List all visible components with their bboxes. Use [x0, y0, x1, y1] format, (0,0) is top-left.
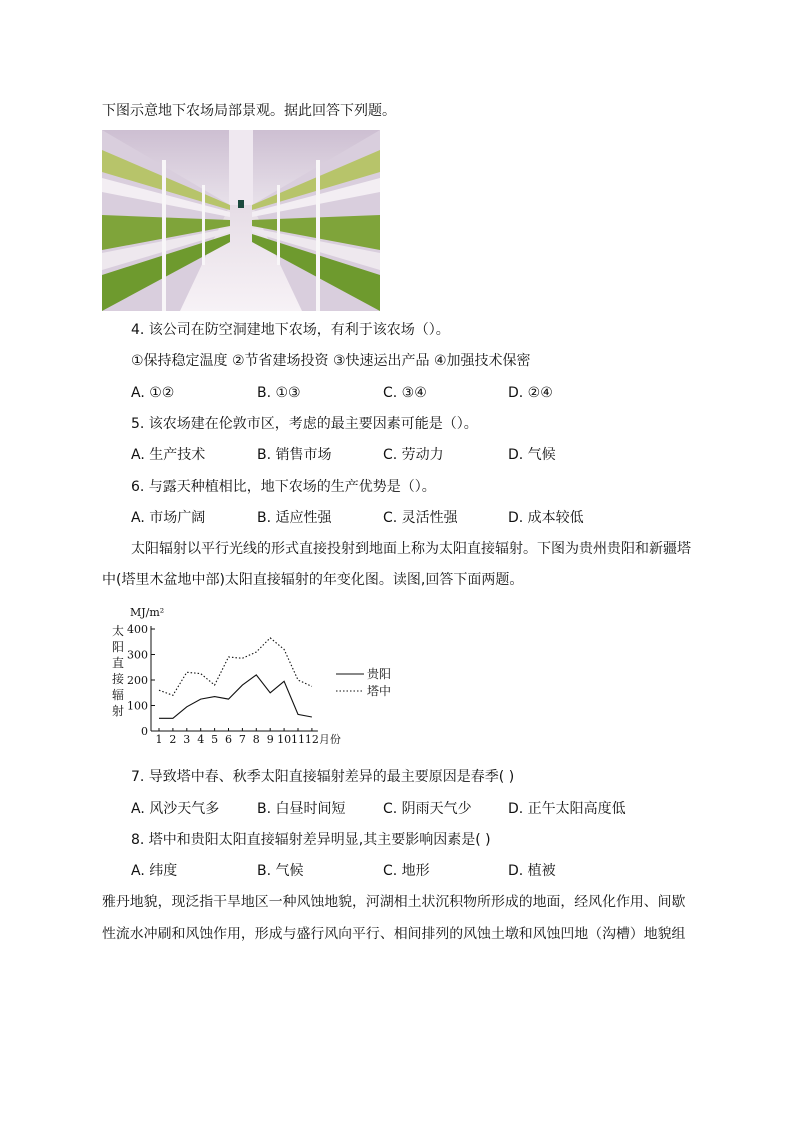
photo-intro-text: 下图示意地下农场局部景观。据此回答下列题。 — [102, 103, 396, 119]
x-tick-label: 1 — [155, 733, 163, 744]
yardang-text-line-2: 性流水冲刷和风蚀作用，形成与盛行风向平行、相间排列的风蚀土墩和风蚀凹地（沟槽）地貌组 — [102, 926, 686, 942]
y-axis-label — [112, 623, 124, 718]
question-5-stem: 5. 该农场建在伦敦市区，考虑的最主要因素可能是（）。 — [131, 416, 478, 432]
option-d[interactable]: D. 正午太阳高度低 — [508, 801, 626, 817]
option-b[interactable]: B. 适应性强 — [257, 510, 332, 526]
series-line-tazhong — [159, 638, 312, 695]
option-b[interactable]: B. ①③ — [257, 385, 301, 401]
x-tick-label: 10 — [277, 733, 292, 744]
y-tick-label: 100 — [127, 699, 148, 713]
y-axis-label-char: 阳 — [112, 640, 125, 654]
radiation-intro-line-1: 太阳辐射以平行光线的形式直接投射到地面上称为太阳直接辐射。下图为贵州贵阳和新疆塔 — [131, 541, 691, 557]
option-d[interactable]: D. 成本较低 — [508, 510, 584, 526]
question-4-stem: 4. 该公司在防空洞建地下农场，有利于该农场（）。 — [131, 322, 450, 338]
x-tick-label: 8 — [252, 733, 260, 744]
x-tick-label: 4 — [197, 733, 205, 744]
option-b[interactable]: B. 销售市场 — [257, 447, 332, 463]
underground-farm-photo — [102, 130, 380, 311]
question-7-options — [131, 799, 691, 819]
unit-label: MJ/m² — [130, 606, 165, 619]
yardang-text-line-1: 雅丹地貌，现泛指干旱地区一种风蚀地貌，河湖相土状沉积物所形成的地面，经风化作用、间歇 — [102, 894, 686, 910]
option-a[interactable]: A. 生产技术 — [131, 447, 206, 463]
x-tick-label: 6 — [225, 733, 232, 744]
option-a[interactable]: A. ①② — [131, 385, 175, 401]
question-6-stem: 6. 与露天种植相比，地下农场的生产优势是（）。 — [131, 479, 436, 495]
y-tick-label: 300 — [127, 648, 148, 662]
x-tick-label: 9 — [266, 733, 274, 744]
option-c[interactable]: C. 劳动力 — [383, 447, 444, 463]
x-tick-label: 3 — [183, 733, 191, 744]
option-b[interactable]: B. 白昼时间短 — [257, 801, 346, 817]
radiation-chart — [108, 604, 408, 744]
x-tick-label: 12 — [304, 733, 319, 744]
y-axis-label-char: 辐 — [112, 688, 125, 702]
y-tick-label: 200 — [127, 674, 148, 687]
y-axis-label-char: 接 — [112, 672, 125, 686]
y-tick-label: 400 — [127, 623, 148, 636]
y-axis-label-char: 直 — [112, 656, 125, 670]
x-tick-label: 2 — [169, 733, 177, 744]
question-4-options — [131, 383, 691, 403]
radiation-intro-line-2: 中(塔里木盆地中部)太阳直接辐射的年变化图。读图,回答下面两题。 — [102, 572, 524, 588]
option-c[interactable]: C. ③④ — [383, 385, 427, 401]
option-c[interactable]: C. 地形 — [383, 863, 430, 879]
question-4-statements: ①保持稳定温度 ②节省建场投资 ③快速运出产品 ④加强技术保密 — [131, 353, 531, 369]
question-8-stem: 8. 塔中和贵阳太阳直接辐射差异明显,其主要影响因素是( ) — [131, 832, 491, 848]
option-b[interactable]: B. 气候 — [257, 863, 304, 879]
chart-lines — [159, 638, 312, 718]
question-5-options — [131, 445, 691, 465]
question-6-options — [131, 508, 691, 528]
x-tick-label: 7 — [238, 733, 246, 744]
y-axis-label-char: 射 — [112, 704, 125, 718]
y-axis-label-char: 太 — [112, 624, 125, 638]
option-a[interactable]: A. 风沙天气多 — [131, 801, 220, 817]
x-tick-label: 11 — [291, 733, 305, 744]
legend-label: 贵阳 — [367, 667, 392, 681]
option-c[interactable]: C. 阴雨天气少 — [383, 801, 472, 817]
option-d[interactable]: D. ②④ — [508, 385, 553, 401]
legend-label: 塔中 — [367, 684, 392, 698]
chart-legend — [336, 666, 391, 698]
option-d[interactable]: D. 气候 — [508, 447, 556, 463]
option-a[interactable]: A. 纬度 — [131, 863, 178, 879]
chart-ticks — [127, 623, 341, 744]
x-tick-label: 5 — [211, 733, 219, 744]
question-7-stem: 7. 导致塔中春、秋季太阳直接辐射差异的最主要原因是春季( ) — [131, 769, 515, 785]
question-8-options — [131, 861, 691, 881]
option-d[interactable]: D. 植被 — [508, 863, 556, 879]
option-c[interactable]: C. 灵活性强 — [383, 510, 458, 526]
x-axis-unit-label: 月份 — [318, 733, 341, 744]
y-tick-label: 0 — [141, 725, 148, 738]
option-a[interactable]: A. 市场广阔 — [131, 510, 206, 526]
series-line-guiyang — [159, 675, 312, 718]
